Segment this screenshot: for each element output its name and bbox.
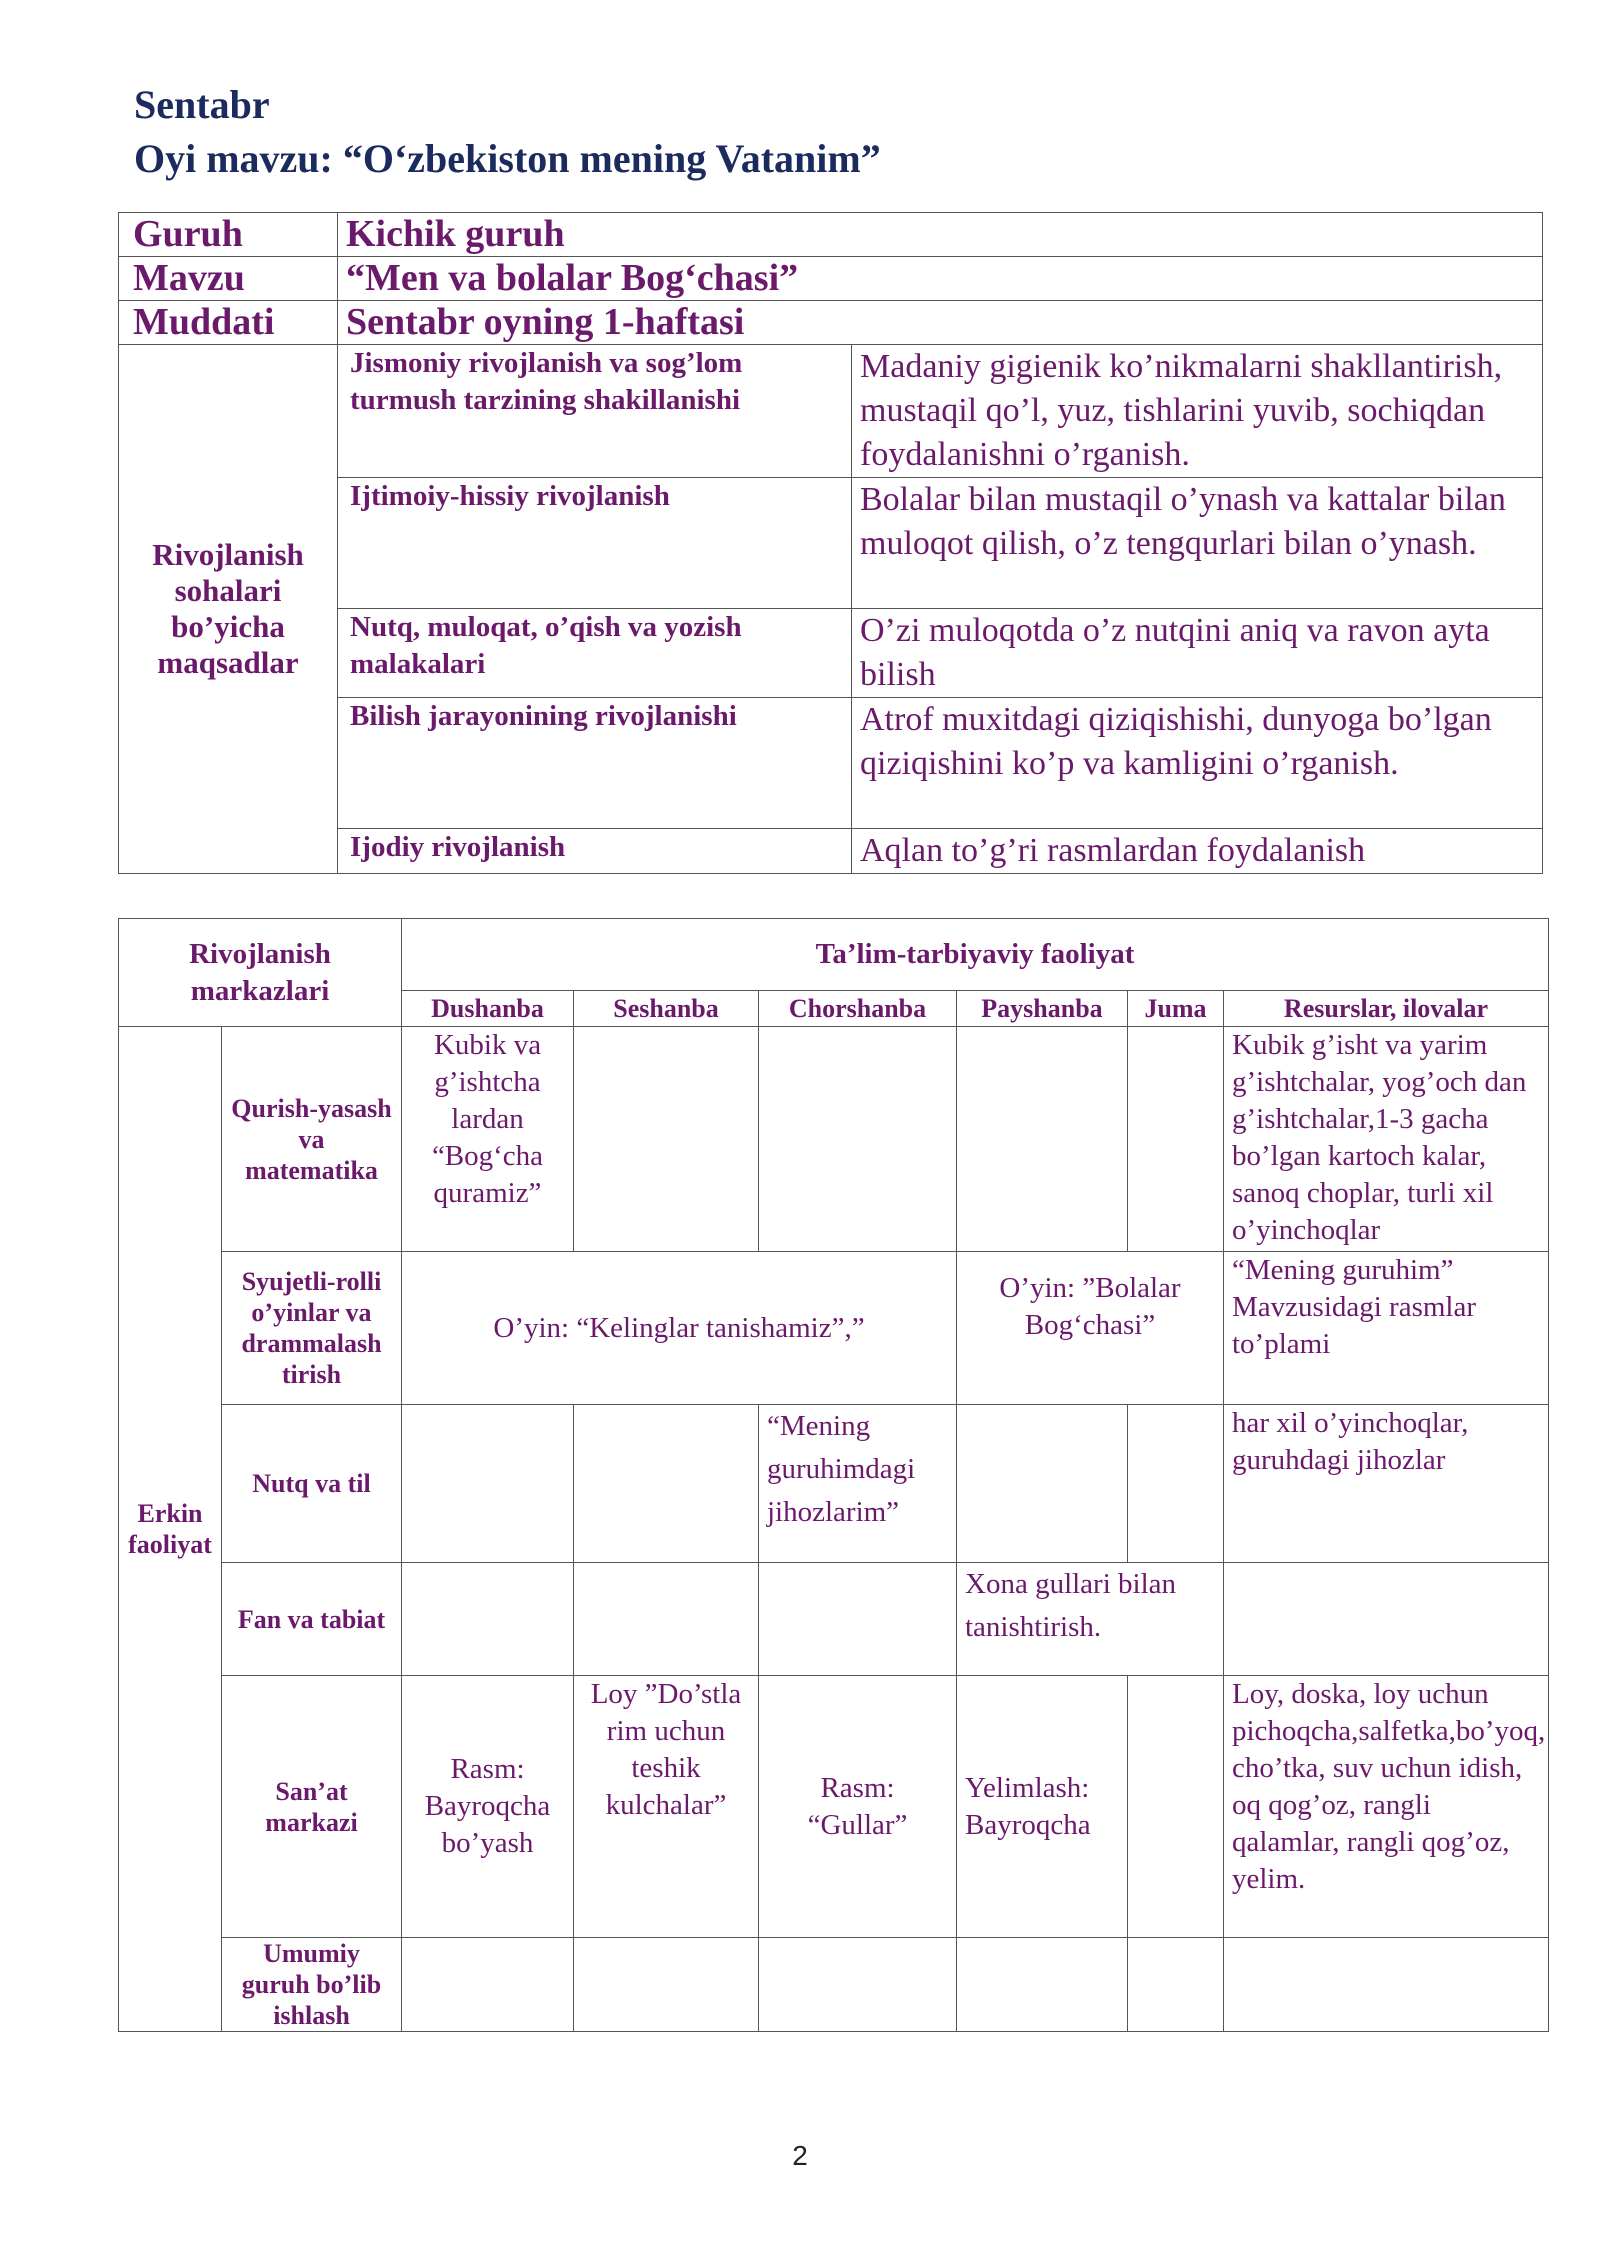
resources-cell: [1224, 1563, 1549, 1676]
group-value: Kichik guruh: [338, 213, 1543, 257]
day-header: Seshanba: [574, 991, 759, 1027]
activity-cell: [1128, 1676, 1224, 1938]
area-name: Ijtimoiy-hissiy rivojlanish: [338, 478, 852, 609]
activity-cell: [957, 1938, 1128, 2032]
activity-title: Ta’lim-tarbiyaviy faoliyat: [402, 919, 1549, 991]
activity-cell: [574, 1405, 759, 1563]
page-header: [134, 78, 881, 186]
resources-cell: [1224, 1938, 1549, 2032]
center-name: Umumiy guruh bo’lib ishlash: [222, 1938, 402, 2032]
day-header: Chorshanba: [759, 991, 957, 1027]
plan-info-table: [118, 212, 1543, 874]
activity-cell: Kubik va g’ishtcha lardan “Bog‘cha quramiz”: [402, 1027, 574, 1252]
day-header: Dushanba: [402, 991, 574, 1027]
center-name: Syujetli-rolli o’yinlar va drammalash tirish: [222, 1252, 402, 1405]
resources-cell: Kubik g’isht va yarim g’ishtchalar, yog’och dan g’ishtchalar,1-3 gacha bo’lgan kartoch kalar, sanoq choplar, turli xil o’yinchoqlar: [1224, 1027, 1549, 1252]
resources-cell: Loy, doska, loy uchun pichoqcha,salfetka,bo’yoq, cho’tka, suv uchun idish, oq qog’oz, rangli qalamlar, rangli qog’oz, yelim.: [1224, 1676, 1549, 1938]
topic-value: “Men va bolalar Bog‘chasi”: [338, 257, 1543, 301]
activity-cell: [1128, 1405, 1224, 1563]
activity-cell: [574, 1938, 759, 2032]
activity-cell: [957, 1405, 1128, 1563]
month-theme: Oyi mavzu: “O‘zbekiston mening Vatanim”: [134, 136, 881, 181]
activity-cell: [402, 1938, 574, 2032]
area-goal: Aqlan to’g’ri rasmlardan foydalanish: [852, 829, 1543, 874]
duration-value: Sentabr oyning 1-haftasi: [338, 301, 1543, 345]
activity-cell: [402, 1563, 574, 1676]
area-name: Bilish jarayonining rivojlanishi: [338, 698, 852, 829]
resources-cell: har xil o’yinchoqlar, guruhdagi jihozlar: [1224, 1405, 1549, 1563]
activity-cell: [574, 1563, 759, 1676]
activity-cell: O’yin: ”Bolalar Bog‘chasi”: [957, 1252, 1224, 1405]
activity-cell: [402, 1405, 574, 1563]
activity-table: [118, 918, 1549, 2032]
center-name: San’at markazi: [222, 1676, 402, 1938]
activity-cell: Loy ”Do’stla rim uchun teshik kulchalar”: [574, 1676, 759, 1938]
area-goal: Bolalar bilan mustaqil o’ynash va kattalar bilan muloqot qilish, o’z tengqurlari bilan o’ynash.: [852, 478, 1543, 609]
activity-cell: Xona gullari bilan tanishtirish.: [957, 1563, 1224, 1676]
goals-label: Rivojlanish sohalari bo’yicha maqsadlar: [119, 345, 338, 874]
activity-cell: [759, 1027, 957, 1252]
activity-cell: Rasm: Bayroqcha bo’yash: [402, 1676, 574, 1938]
center-name: Qurish-yasash va matematika: [222, 1027, 402, 1252]
centers-label: Rivojlanish markazlari: [119, 919, 402, 1027]
area-goal: Atrof muxitdagi qiziqishishi, dunyoga bo’lgan qiziqishini ko’p va kamligini o’rganish.: [852, 698, 1543, 829]
page-number: 2: [792, 2140, 808, 2171]
area-name: Jismoniy rivojlanish va sog’lom turmush tarzining shakillanishi: [338, 345, 852, 478]
activity-cell: [759, 1938, 957, 2032]
duration-label: Muddati: [119, 301, 338, 345]
activity-cell: [574, 1027, 759, 1252]
activity-cell: O’yin: “Kelinglar tanishamiz”,”: [402, 1252, 957, 1405]
resources-cell: “Mening guruhim” Mavzusidagi rasmlar to’plami: [1224, 1252, 1549, 1405]
center-name: Fan va tabiat: [222, 1563, 402, 1676]
area-goal: Madaniy gigienik ko’nikmalarni shakllantirish, mustaqil qo’l, yuz, tishlarini yuvib, sochiqdan foydalanishni o’rganish.: [852, 345, 1543, 478]
month-title: Sentabr: [134, 82, 270, 127]
activity-cell: [759, 1563, 957, 1676]
group-label: Guruh: [119, 213, 338, 257]
activity-cell: Rasm: “Gullar”: [759, 1676, 957, 1938]
area-goal: O’zi muloqotda o’z nutqini aniq va ravon ayta bilish: [852, 609, 1543, 698]
free-activity-label: Erkin faoliyat: [119, 1027, 222, 2032]
area-name: Nutq, muloqat, o’qish va yozish malakalari: [338, 609, 852, 698]
activity-cell: [1128, 1027, 1224, 1252]
day-header: Juma: [1128, 991, 1224, 1027]
center-name: Nutq va til: [222, 1405, 402, 1563]
resources-header: Resurslar, ilovalar: [1224, 991, 1549, 1027]
activity-cell: Yelimlash: Bayroqcha: [957, 1676, 1128, 1938]
activity-cell: [1128, 1938, 1224, 2032]
topic-label: Mavzu: [119, 257, 338, 301]
day-header: Payshanba: [957, 991, 1128, 1027]
area-name: Ijodiy rivojlanish: [338, 829, 852, 874]
activity-cell: “Mening guruhimdagi jihozlarim”: [759, 1405, 957, 1563]
activity-cell: [957, 1027, 1128, 1252]
